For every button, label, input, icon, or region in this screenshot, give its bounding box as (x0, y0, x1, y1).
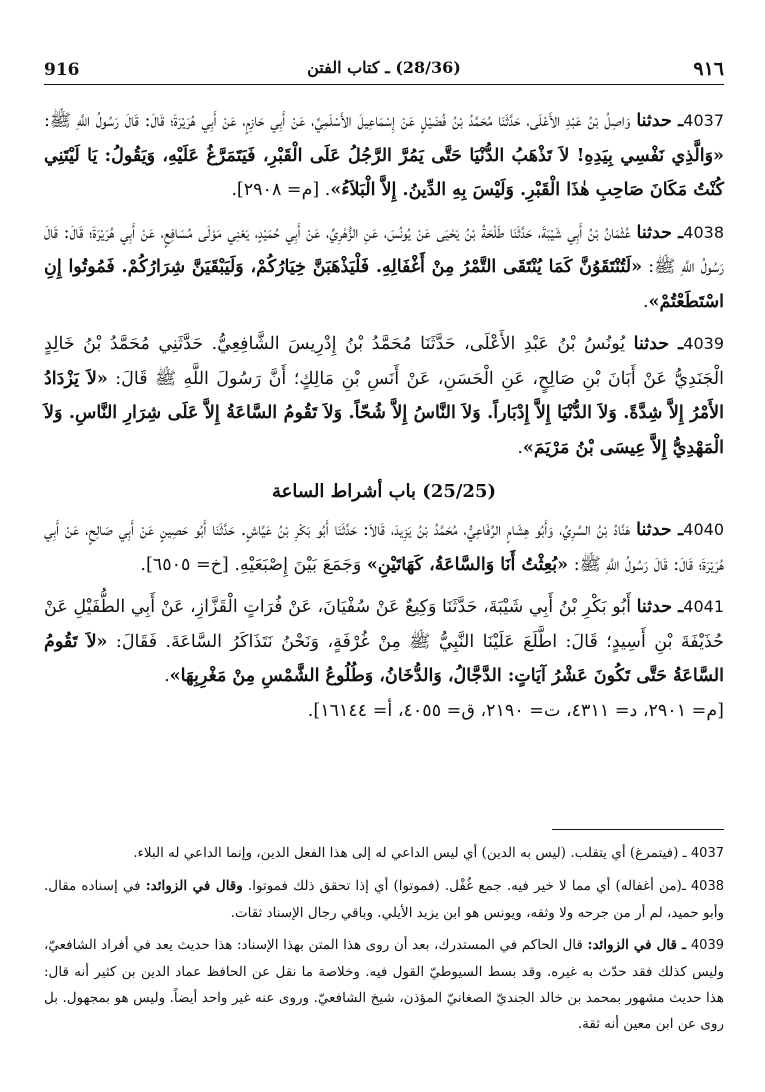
footnote-number: 4038 (690, 879, 724, 894)
hadith-isnad: عُثْمَانُ بْنُ أَبِي شَيْبَةَ، حَدَّثَنَا طَلْحَةُ بْنُ يَحْيَى عَنْ يُونُسَ، عَنِ الزُّهْرِيِّ، عَنْ أَبِي حُمَيْدٍ، يَعْنِي مَوْلَى مُسَافِعٍ، عَنْ أَبِي هُرَيْرَةَ؛ قَالَ: قَالَ رَسُولُ اللَّهِ ﷺ: (44, 222, 724, 277)
hadith-number: 4041 (683, 597, 724, 616)
running-title: (28/36) ـ كتاب الفتن (307, 58, 461, 77)
hadith-number: 4040 (683, 520, 724, 539)
hadith-matn: «لَتُنْتَقَوُنَّ كَمَا يُنْتَقَى التَّمْرُ مِنْ أَغْفَالِهِ. فَلْيَذْهَبَنَّ خِيَارُكُمْ، وَلَيَبْقَيَنَّ شِرَارُكُمْ. فَمُوتُوا إِنِ اسْتَطَعْتُمْ» (44, 257, 724, 312)
hadith-4037 (44, 104, 724, 208)
footnote-4038 (44, 873, 724, 926)
hadith-number: 4039 (683, 334, 724, 353)
hadith-isnad: يُونُسُ بْنُ عَبْدِ الأَعْلَى، حَدَّثَنَا مُحَمَّدُ بْنُ إِدْرِيسَ الشَّافِعِيُّ. حَدَّثَنِي مُحَمَّدُ بْنُ خَالِدٍ الْجَنَدِيُّ عَنْ أَبَانَ بْنِ صَالِحٍ، عَنِ الْحَسَنِ، عَنْ أَنَسِ بْنِ مَالِكٍ؛ أَنَّ رَسُولَ اللَّهِ ﷺ قَالَ: (44, 334, 724, 389)
hadith-4041 (44, 590, 724, 728)
footnote-separator (552, 829, 724, 830)
main-text (44, 104, 724, 736)
hadith-cross-references: [م= ٢٩٠١، د= ٤٣١١، ت= ٢١٩٠، ق= ٤٠٥٥، أ= ١٦١٤٤]. (307, 700, 724, 721)
hadith-lead: ـ حدثنا (633, 334, 684, 354)
hadith-lead: ـ حدثنا (636, 520, 684, 540)
footnote-bold-text: ـ قال في الزوائد: (587, 937, 691, 953)
hadith-4038 (44, 216, 724, 320)
footnote-bold-text: وقال في الزوائد: (145, 878, 243, 894)
hadith-lead: ـ حدثنا (636, 111, 684, 131)
book-page (44, 0, 724, 1092)
footnote-text: ـ(من أغفاله) أي مما لا خير فيه. جمع غُفْل. (فموتوا) أي إذا تحقق ذلك فموتوا. (242, 878, 691, 894)
footnote-text: ـ (فيتمرغ) أي يتقلب. (ليس به الدين) أي ليس الداعي له إلى هذا الفعل الدين، وإنما الداعي له البلاء. (133, 845, 691, 861)
hadith-matn: «بُعِثْتُ أَنَا وَالسَّاعَةُ، كَهَاتَيْنِ» (366, 554, 569, 575)
hadith-isnad: أَبُو بَكْرِ بْنُ أَبِي شَيْبَةَ، حَدَّثَنَا وَكِيعٌ عَنْ سُفْيَانَ، عَنْ فُرَاتٍ الْقَزَّازِ، عَنْ أَبِي الطُّفَيْلِ عَنْ حُذَيْفَةَ بْنِ أَسِيدٍ؛ قَالَ: اطَّلَعَ عَلَيْنَا النَّبِيُّ ﷺ مِنْ غُرْفَةٍ، وَنَحْنُ نَتَذَاكَرُ السَّاعَةَ. فَقَالَ: (44, 597, 724, 652)
hadith-lead: ـ حدثنا (636, 597, 684, 617)
footnote-number: 4037 (690, 846, 724, 861)
hadith-isnad: هَنَّادُ بْنُ السَّرِيِّ، وَأَبُو هِشَامٍ الرِّفَاعِيُّ، مُحَمَّدُ بْنُ يَزِيدَ، قَالاَ: حَدَّثَنَا أَبُو بَكْرِ بْنُ عَيَّاشٍ. حَدَّثَنَا أَبُو حَصِينٍ عَنْ أَبِي صَالِحٍ، عَنْ أَبِي هُرَيْرَةَ؛ قَالَ: قَالَ رَسُولُ اللَّهِ ﷺ: (44, 520, 724, 575)
footnote-text: في إسناده مقال. وأبو حميد، لم أر من جرحه ولا وثقه، ويونس هو ابن يزيد الأيلي. وباقي رجال الإسناد ثقات. (44, 878, 724, 921)
hadith-matn: «وَالَّذِي نَفْسِي بِيَدِهِ! لاَ تَذْهَبُ الدُّنْيَا حَتَّى يَمُرَّ الرَّجُلُ عَلَى الْقَبْرِ، فَيَتَمَرَّغُ عَلَيْهِ، وَيَقُولُ: يَا لَيْتَنِي كُنْتُ مَكَانَ صَاحِبِ هٰذَا الْقَبْرِ. وَلَيْسَ بِهِ الدِّينُ. إِلاَّ الْبَلاَءُ» (44, 145, 724, 200)
hadith-4039 (44, 327, 724, 465)
hadith-reference: . (642, 291, 649, 312)
footnote-4039 (44, 932, 724, 1037)
page-number-arabic: ٩١٦ (693, 58, 724, 80)
hadith-reference: . (517, 437, 523, 458)
hadith-reference: . [م= ٢٩٠٨]. (231, 180, 331, 200)
hadith-matn: «لاَ يَزْدَادُ الأَمْرُ إِلاَّ شِدَّةً. وَلاَ الدُّنْيَا إِلاَّ إِدْبَاراً. وَلاَ النَّاسُ إِلاَّ شُحّاً. وَلاَ تَقُومُ السَّاعَةُ إِلاَّ عَلَى شِرَارِ النَّاسِ. وَلاَ الْمَهْدِيُّ إِلاَّ عِيسَى بْنُ مَرْيَمَ» (44, 368, 724, 458)
footnote-number: 4039 (690, 938, 724, 953)
page-header (44, 58, 724, 85)
hadith-reference: . (164, 666, 170, 686)
hadith-matn: «لاَ تَقُومُ السَّاعَةُ حَتَّى تَكُونَ عَشْرُ آيَاتٍ: الدَّجَّالُ، وَالدُّخَانُ، وَطُلُوعُ الشَّمْسِ مِنْ مَغْرِبِهَا» (44, 631, 724, 686)
hadith-lead: ـ حدثنا (636, 222, 684, 243)
hadith-4040 (44, 513, 724, 582)
hadith-number: 4037 (683, 111, 724, 130)
page-number-latin: 916 (44, 60, 80, 80)
footnotes (44, 840, 724, 1043)
hadith-reference: وَجَمَعَ بَيْنَ إِصْبَعَيْهِ. [خ= ٦٥٠٥]. (140, 554, 367, 575)
hadith-number: 4038 (683, 222, 724, 242)
footnote-text: قال الحاكم في المستدرك، بعد أن روى هذا المتن بهذا الإسناد: هذا حديث يعد في أفراد الشافعيّ، وليس كذلك فقد حدّث به غيره. وقد بسط السيوطيّ القول فيه. وخلاصة ما نقل عن الحافظ عماد الدين بن كثير أنه قال: هذا حديث مشهور بمحمد بن خالد الجنديّ الصغانيّ المؤذن، شيخ الشافعيّ. وروى عنه غير واحد أيضاً. وليس هو بمجهول. بل روى عن ابن معين أنه ثقة. (44, 937, 724, 1032)
chapter-title: (25/25) باب أشراط الساعة (271, 481, 497, 502)
footnote-4037 (44, 840, 724, 867)
hadith-isnad: وَاصِلُ بْنُ عَبْدِ الأَعْلَى، حَدَّثَنَا مُحَمَّدُ بْنُ فُضَيْلٍ عَنْ إِسْمَاعِيلَ الأَسْلَمِيِّ، عَنْ أَبِي حَازِمٍ، عَنْ أَبِي هُرَيْرَةَ؛ قَالَ: قَالَ رَسُولُ اللَّهِ ﷺ: (44, 111, 637, 131)
